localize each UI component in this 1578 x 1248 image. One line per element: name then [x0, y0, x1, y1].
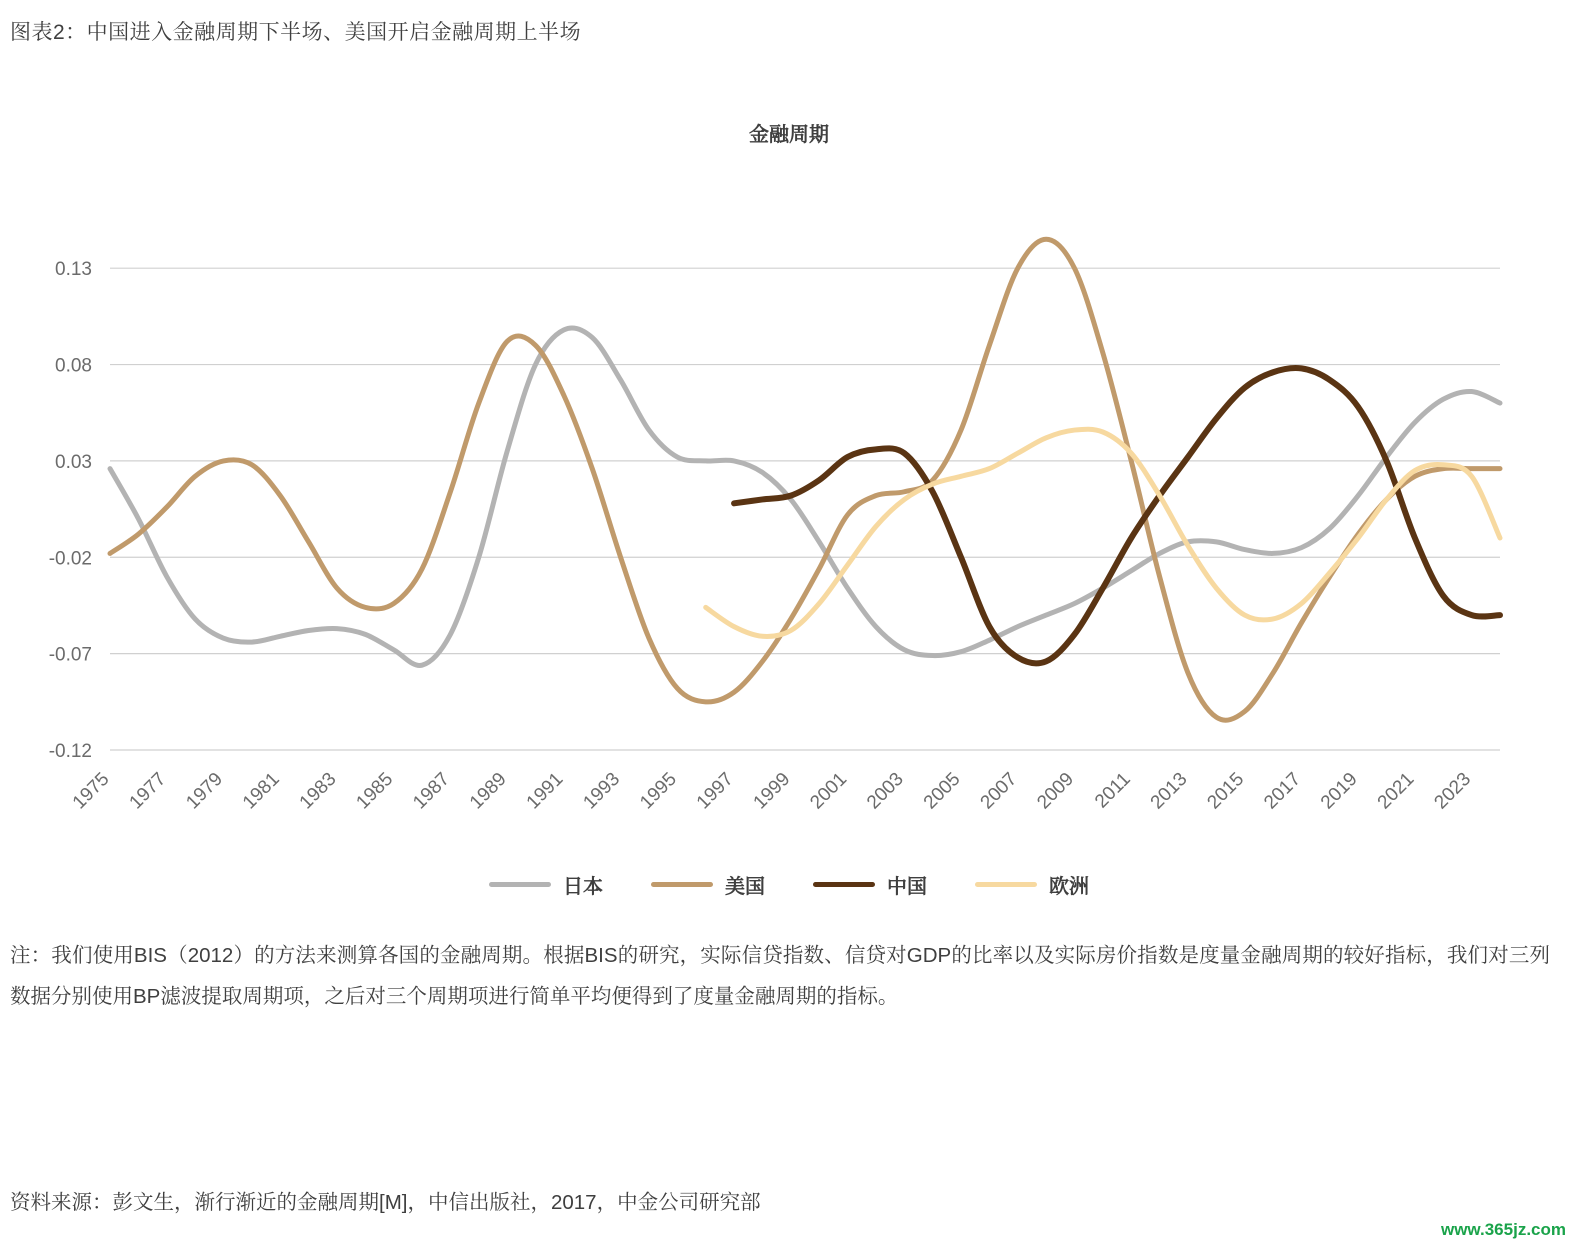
legend-swatch-icon — [813, 882, 875, 887]
legend-swatch-icon — [651, 882, 713, 887]
svg-text:2011: 2011 — [1091, 768, 1135, 813]
chart-legend — [0, 870, 1578, 899]
legend-item — [975, 870, 1089, 899]
svg-text:1987: 1987 — [409, 768, 454, 814]
svg-text:2021: 2021 — [1373, 768, 1419, 814]
svg-text:1975: 1975 — [68, 768, 114, 814]
svg-text:2017: 2017 — [1260, 768, 1305, 814]
svg-text:-0.12: -0.12 — [48, 741, 92, 762]
chart-title: 金融周期 — [749, 124, 829, 146]
svg-text:1997: 1997 — [692, 768, 738, 814]
legend-item — [489, 870, 603, 899]
svg-text:-0.07: -0.07 — [48, 644, 92, 666]
svg-text:1999: 1999 — [749, 768, 795, 814]
legend-swatch-icon — [489, 882, 551, 887]
svg-text:1989: 1989 — [465, 768, 511, 814]
legend-label: 日本 — [563, 876, 603, 898]
svg-text:1979: 1979 — [182, 768, 228, 814]
svg-text:-0.02: -0.02 — [48, 548, 92, 570]
series-line-美国 — [110, 239, 1500, 720]
line-chart-svg — [0, 90, 1578, 880]
figure-note: 注：我们使用BIS（2012）的方法来测算各国的金融周期。根据BIS的研究，实际信贷指数、信贷对GDP的比率以及实际房价指数是度量金融周期的较好指标，我们对三列数据分别使用BP滤波提取周期项，之后对三个周期项进行简单平均便得到了度量金融周期的指标。 — [10, 944, 1550, 1008]
legend-item — [813, 870, 927, 899]
svg-text:2013: 2013 — [1146, 768, 1192, 814]
series-line-日本 — [110, 328, 1500, 666]
svg-text:2009: 2009 — [1033, 768, 1079, 814]
svg-text:1991: 1991 — [522, 768, 568, 814]
svg-text:1993: 1993 — [579, 768, 625, 814]
svg-text:2007: 2007 — [976, 768, 1022, 814]
legend-label: 美国 — [725, 876, 765, 898]
legend-label: 中国 — [887, 876, 927, 898]
svg-text:0.08: 0.08 — [55, 355, 92, 377]
svg-text:1985: 1985 — [352, 768, 398, 814]
svg-text:0.13: 0.13 — [55, 259, 92, 281]
watermark: www.365jz.com — [1440, 1220, 1566, 1239]
plot-area — [0, 90, 1578, 920]
svg-text:1977: 1977 — [125, 768, 171, 814]
svg-text:2003: 2003 — [863, 768, 908, 814]
legend-label: 欧洲 — [1049, 876, 1089, 898]
figure-caption: 图表2：中国进入金融周期下半场、美国开启金融周期上半场 — [10, 21, 582, 44]
legend-swatch-icon — [975, 882, 1037, 887]
svg-text:2019: 2019 — [1316, 768, 1362, 814]
svg-text:2023: 2023 — [1430, 768, 1476, 814]
svg-text:1983: 1983 — [295, 768, 341, 814]
svg-text:1995: 1995 — [636, 768, 681, 814]
svg-text:0.03: 0.03 — [55, 451, 92, 473]
svg-text:2005: 2005 — [919, 768, 965, 814]
chart-container — [0, 90, 1578, 920]
svg-text:2001: 2001 — [806, 768, 852, 814]
legend-item — [651, 870, 765, 899]
series-line-欧洲 — [706, 429, 1500, 636]
svg-text:2015: 2015 — [1203, 768, 1249, 814]
figure-source: 资料来源：彭文生，渐行渐近的金融周期[M]，中信出版社，2017，中金公司研究部 — [10, 1191, 761, 1214]
svg-text:1981: 1981 — [238, 768, 284, 814]
